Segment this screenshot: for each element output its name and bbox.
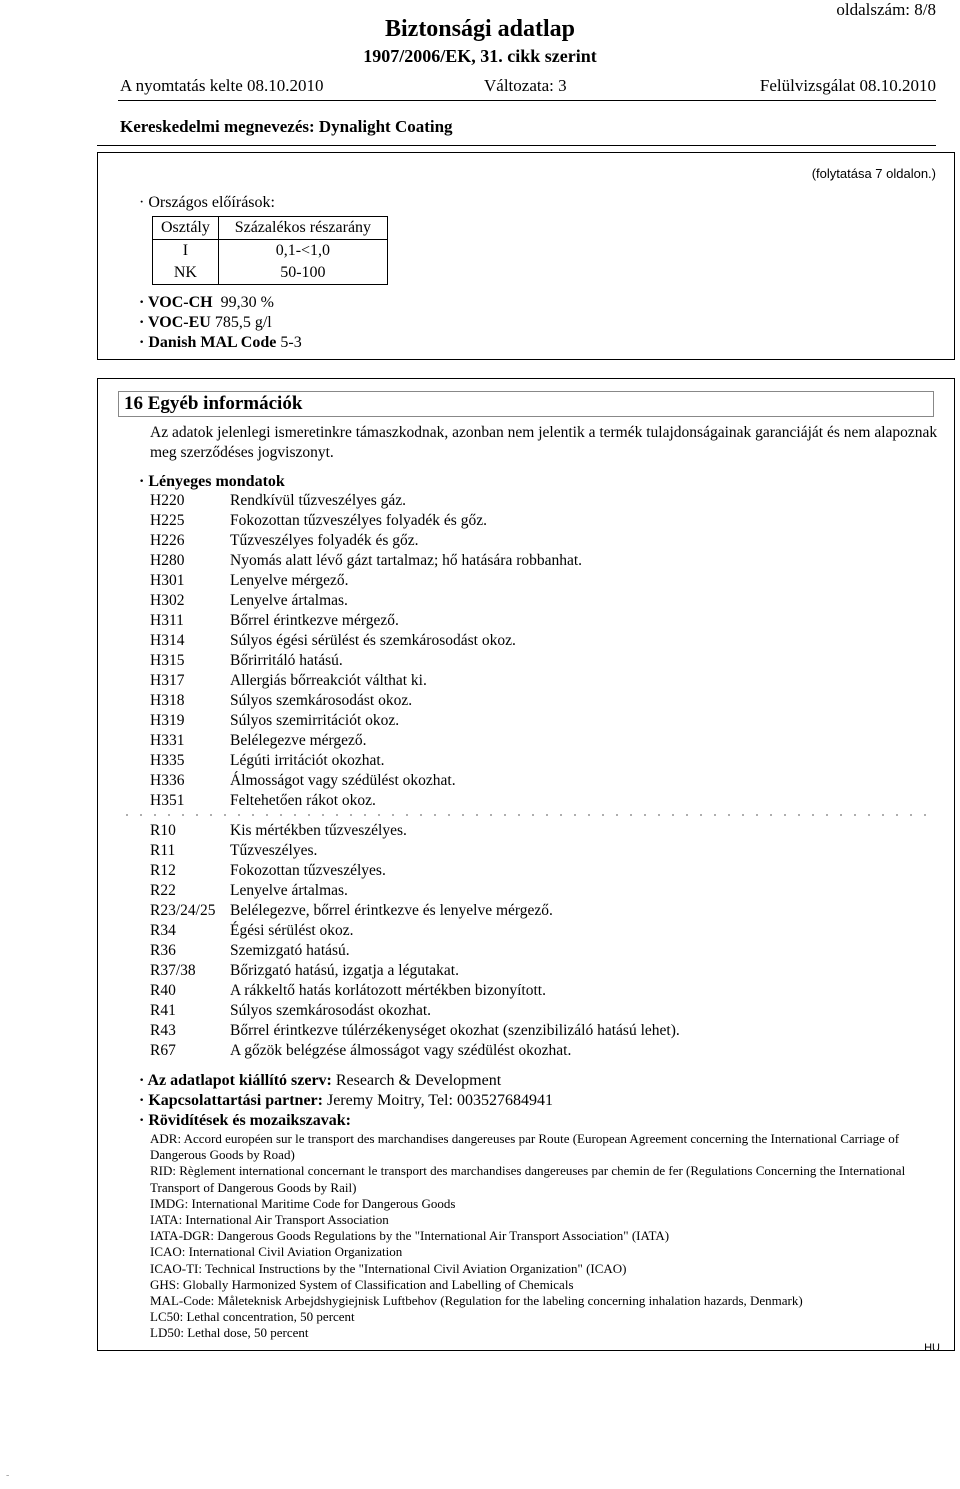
abbreviation-item: IATA: International Air Transport Association bbox=[150, 1212, 389, 1228]
phrase-text: Tűzveszélyes. bbox=[230, 842, 318, 859]
table-row bbox=[153, 262, 388, 285]
phrase-text: A gőzök belégzése álmosságot vagy szédülést okozhat. bbox=[230, 1042, 572, 1059]
class-table-header: Osztály bbox=[153, 217, 219, 240]
phrase-code: H302 bbox=[150, 592, 185, 609]
voc-ch-line bbox=[139, 293, 274, 313]
phrase-text: Feltehetően rákot okoz. bbox=[230, 792, 376, 809]
voc-ch-value: 99,30 % bbox=[220, 294, 274, 311]
phrase-text: Tűzveszélyes folyadék és gőz. bbox=[230, 532, 419, 549]
phrase-code: R36 bbox=[150, 942, 176, 959]
phrase-text: Bőrrel érintkezve mérgező. bbox=[230, 612, 399, 629]
phrase-text: Belélegezve mérgező. bbox=[230, 732, 367, 749]
dotted-separator bbox=[120, 814, 935, 816]
phrase-text: Súlyos égési sérülést és szemkárosodást okoz. bbox=[230, 632, 516, 649]
phrase-code: R11 bbox=[150, 842, 176, 859]
phrase-text: Álmosságot vagy szédülést okozhat. bbox=[230, 772, 456, 789]
phrase-text: Lenyelve ártalmas. bbox=[230, 882, 348, 899]
print-date: A nyomtatás kelte 08.10.2010 bbox=[120, 76, 324, 95]
phrase-code: R37/38 bbox=[150, 962, 196, 979]
danish-mal-line bbox=[139, 333, 302, 353]
phrase-code: R12 bbox=[150, 862, 176, 879]
phrase-code: H319 bbox=[150, 712, 185, 729]
phrase-code: H335 bbox=[150, 752, 185, 769]
phrase-code: R43 bbox=[150, 1022, 176, 1039]
phrase-code: H351 bbox=[150, 792, 185, 809]
continued-note: (folytatása 7 oldalon.) bbox=[811, 166, 936, 181]
phrases-title: · Lényeges mondatok bbox=[139, 473, 285, 490]
contact-line bbox=[139, 1091, 553, 1111]
phrase-text: Bőrirritáló hatású. bbox=[230, 652, 343, 669]
issuer-line bbox=[139, 1071, 501, 1091]
phrase-text: Súlyos szemkárosodást okoz. bbox=[230, 692, 413, 709]
danish-mal-value: 5-3 bbox=[280, 334, 302, 351]
phrase-text: A rákkeltő hatás korlátozott mértékben bizonyított. bbox=[230, 982, 546, 999]
phrase-code: H220 bbox=[150, 492, 185, 509]
phrase-code: R22 bbox=[150, 882, 176, 899]
class-cell: I bbox=[153, 240, 219, 263]
percentage-cell: 0,1-<1,0 bbox=[218, 240, 387, 263]
voc-eu-label: · VOC-EU bbox=[139, 314, 211, 331]
page-number: oldalszám: 8/8 bbox=[836, 0, 936, 19]
phrase-text: Súlyos szemirritációt okoz. bbox=[230, 712, 400, 729]
phrase-text: Kis mértékben tűzveszélyes. bbox=[230, 822, 407, 839]
phrase-code: H226 bbox=[150, 532, 185, 549]
abbreviation-item: ADR: Accord européen sur le transport des marchandises dangereuses par Route (European Agreement concerning the International Carriage of Dangerous Goods by Road) bbox=[150, 1131, 900, 1163]
phrase-text: Bőrrel érintkezve túlérzékenységet okozhat (szenzibilizáló hatású lehet). bbox=[230, 1022, 680, 1039]
voc-eu-value: 785,5 g/l bbox=[214, 314, 272, 331]
phrase-text: Rendkívül tűzveszélyes gáz. bbox=[230, 492, 407, 509]
phrase-text: Égési sérülést okoz. bbox=[230, 922, 354, 939]
phrase-code: R41 bbox=[150, 1002, 176, 1019]
abbreviation-item: LD50: Lethal dose, 50 percent bbox=[150, 1325, 309, 1341]
phrase-code: H311 bbox=[150, 612, 184, 629]
abbreviation-item: ICAO: International Civil Aviation Organization bbox=[150, 1244, 403, 1260]
abbreviation-item: MAL-Code: Måleteknisk Arbejdshygiejnisk Luftbehov (Regulation for the labeling concerning inhalation hazards, Denmark) bbox=[150, 1293, 803, 1309]
issuer-value: Research & Development bbox=[335, 1072, 502, 1089]
phrase-code: H280 bbox=[150, 552, 185, 569]
abbreviation-item: ICAO-TI: Technical Instructions by the "International Civil Aviation Organization" (ICAO) bbox=[150, 1260, 627, 1276]
class-cell: NK bbox=[153, 262, 219, 285]
abbreviations-title: · Rövidítések és mozaikszavak: bbox=[139, 1112, 351, 1129]
phrase-text: Bőrizgató hatású, izgatja a légutakat. bbox=[230, 962, 459, 979]
phrase-text: Fokozottan tűzveszélyes folyadék és gőz. bbox=[230, 512, 487, 529]
class-table bbox=[152, 216, 388, 285]
issuer-label: · Az adatlapot kiállító szerv: bbox=[139, 1072, 332, 1089]
corner-mark: - bbox=[6, 1470, 10, 1481]
revision-date: Felülvizsgálat 08.10.2010 bbox=[759, 76, 936, 95]
phrase-code: R34 bbox=[150, 922, 176, 939]
phrase-text: Belélegezve, bőrrel érintkezve és lenyelve mérgező. bbox=[230, 902, 553, 919]
language-code: HU bbox=[924, 1342, 940, 1354]
phrase-text: Fokozottan tűzveszélyes. bbox=[230, 862, 386, 879]
abbreviation-item: RID: Règlement international concernant le transport des marchandises dangereuses par chemin de fer (Regulations Concerning the International Transport of Dangerous Goods by Rail) bbox=[150, 1163, 906, 1195]
phrase-text: Légúti irritációt okozhat. bbox=[230, 752, 385, 769]
phrase-code: R10 bbox=[150, 822, 176, 839]
phrase-code: H225 bbox=[150, 512, 185, 529]
class-table-header: Százalékos részarány bbox=[218, 217, 387, 240]
trade-name-divider bbox=[97, 145, 936, 146]
phrase-code: H301 bbox=[150, 572, 185, 589]
header-divider bbox=[118, 100, 936, 101]
abbreviation-item: IMDG: International Maritime Code for Dangerous Goods bbox=[150, 1195, 456, 1211]
table-row bbox=[153, 240, 388, 263]
phrase-code: H336 bbox=[150, 772, 185, 789]
abbreviations-list bbox=[150, 1131, 936, 1342]
danish-mal-label: · Danish MAL Code bbox=[139, 334, 277, 351]
document-title: Biztonsági adatlap bbox=[384, 16, 576, 42]
phrase-text: Lenyelve ártalmas. bbox=[230, 592, 348, 609]
phrase-text: Allergiás bőrreakciót válthat ki. bbox=[230, 672, 427, 689]
phrase-code: H315 bbox=[150, 652, 185, 669]
abbreviation-item: IATA-DGR: Dangerous Goods Regulations by the "International Air Transport Association" (IATA) bbox=[150, 1228, 670, 1244]
contact-value: Jeremy Moitry, Tel: 003527684941 bbox=[326, 1092, 553, 1109]
abbreviation-item: GHS: Globally Harmonized System of Classification and Labelling of Chemicals bbox=[150, 1276, 574, 1292]
phrase-code: H314 bbox=[150, 632, 185, 649]
version: Változata: 3 bbox=[484, 76, 567, 95]
national-regulations-title: · Országos előírások: bbox=[139, 194, 275, 211]
phrase-text: Lenyelve mérgező. bbox=[230, 572, 349, 589]
phrase-text: Szemizgató hatású. bbox=[230, 942, 350, 959]
abbreviation-item: LC50: Lethal concentration, 50 percent bbox=[150, 1309, 355, 1325]
percentage-cell: 50-100 bbox=[218, 262, 387, 285]
trade-name: Kereskedelmi megnevezés: Dynalight Coating bbox=[120, 117, 453, 136]
phrase-text: Súlyos szemkárosodást okozhat. bbox=[230, 1002, 432, 1019]
voc-eu-line bbox=[139, 313, 272, 333]
document-subtitle: 1907/2006/EK, 31. cikk szerint bbox=[363, 46, 597, 66]
section-16-intro: Az adatok jelenlegi ismeretinkre támaszkodnak, azonban nem jelentik a termék tulajdonságainak garanciáját és nem alapoznak meg szerződéses jogviszonyt. bbox=[150, 424, 938, 461]
phrase-code: H331 bbox=[150, 732, 185, 749]
phrase-code: H318 bbox=[150, 692, 185, 709]
phrase-code: R23/24/25 bbox=[150, 902, 216, 919]
voc-ch-label: · VOC-CH bbox=[139, 294, 213, 311]
phrase-code: R40 bbox=[150, 982, 176, 999]
section-16-title: 16 Egyéb információk bbox=[124, 393, 303, 414]
phrase-text: Nyomás alatt lévő gázt tartalmaz; hő hatására robbanhat. bbox=[230, 552, 583, 569]
phrase-code: R67 bbox=[150, 1042, 176, 1059]
phrase-code: H317 bbox=[150, 672, 185, 689]
contact-label: · Kapcsolattartási partner: bbox=[139, 1092, 323, 1109]
